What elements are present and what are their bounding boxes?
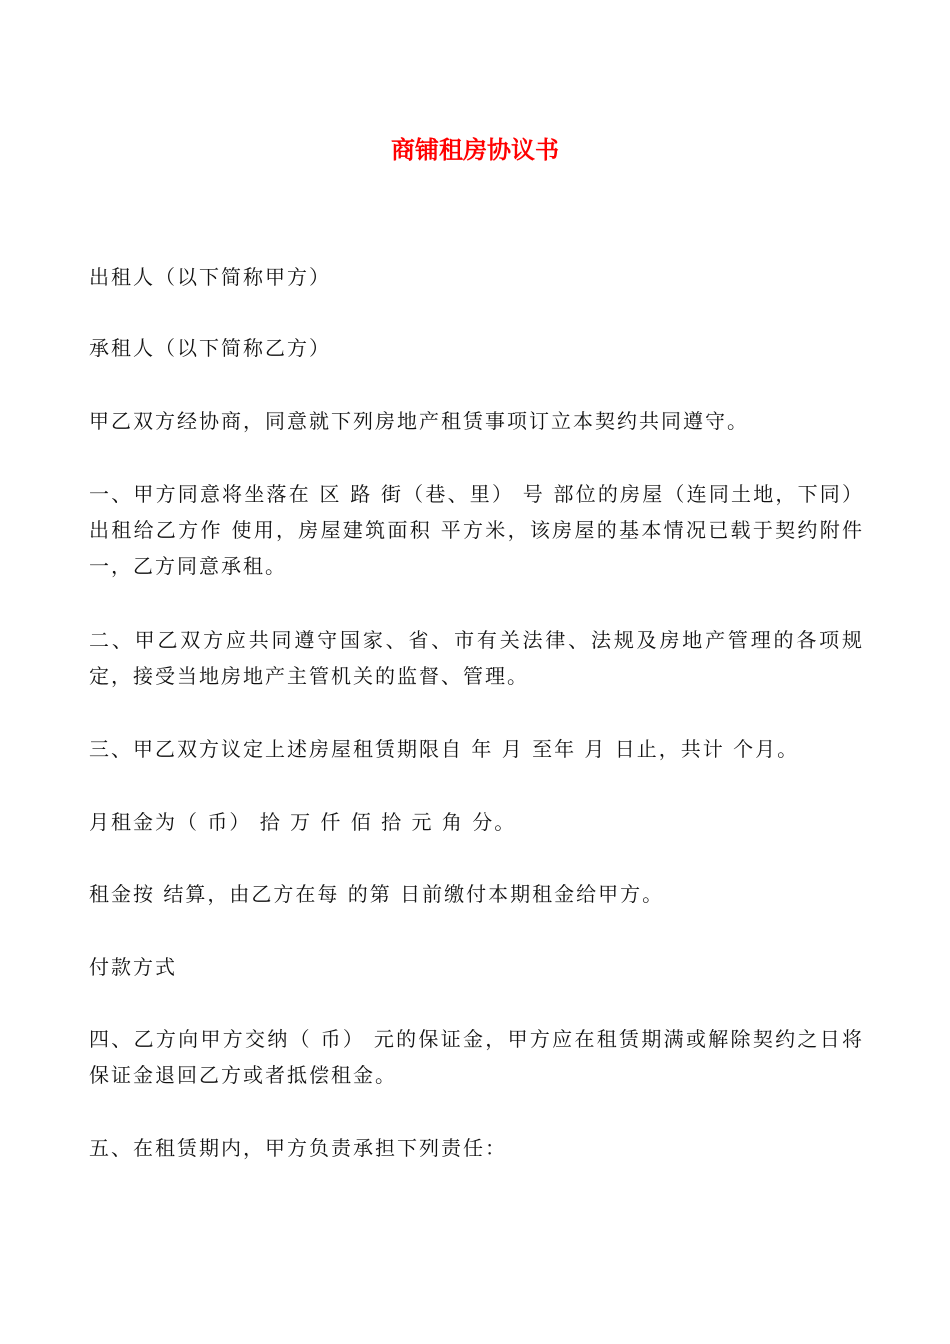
- paragraph-clause-1: 一、甲方同意将坐落在 区 路 街（巷、里） 号 部位的房屋（连同土地，下同）出租给乙方作 使用，房屋建筑面积 平方米，该房屋的基本情况已载于契约附件一，乙方同意承租。: [89, 482, 864, 578]
- paragraph-clause-4: 四、乙方向甲方交纳（ 币） 元的保证金，甲方应在租赁期满或解除契约之日将保证金退回乙方或者抵偿租金。: [89, 1027, 864, 1087]
- paragraph-rent-settlement: 租金按 结算，由乙方在每 的第 日前缴付本期租金给甲方。: [89, 882, 665, 906]
- document-title: 商铺租房协议书: [391, 136, 559, 164]
- paragraph-agreement-intro: 甲乙双方经协商，同意就下列房地产租赁事项订立本契约共同遵守。: [89, 409, 749, 433]
- paragraph-monthly-rent: 月租金为（ 币） 拾 万 仟 佰 拾 元 角 分。: [89, 810, 517, 834]
- paragraph-clause-5: 五、在租赁期内，甲方负责承担下列责任：: [89, 1136, 507, 1160]
- paragraph-clause-3: 三、甲乙双方议定上述房屋租赁期限自 年 月 至年 月 日止，共计 个月。: [89, 737, 800, 761]
- paragraph-clause-2: 二、甲乙双方应共同遵守国家、省、市有关法律、法规及房地产管理的各项规定，接受当地房地产主管机关的监督、管理。: [89, 628, 864, 688]
- paragraph-lessee: 承租人（以下简称乙方）: [89, 336, 331, 360]
- paragraph-lessor: 出租人（以下简称甲方）: [89, 265, 331, 289]
- paragraph-payment-method: 付款方式: [89, 955, 177, 979]
